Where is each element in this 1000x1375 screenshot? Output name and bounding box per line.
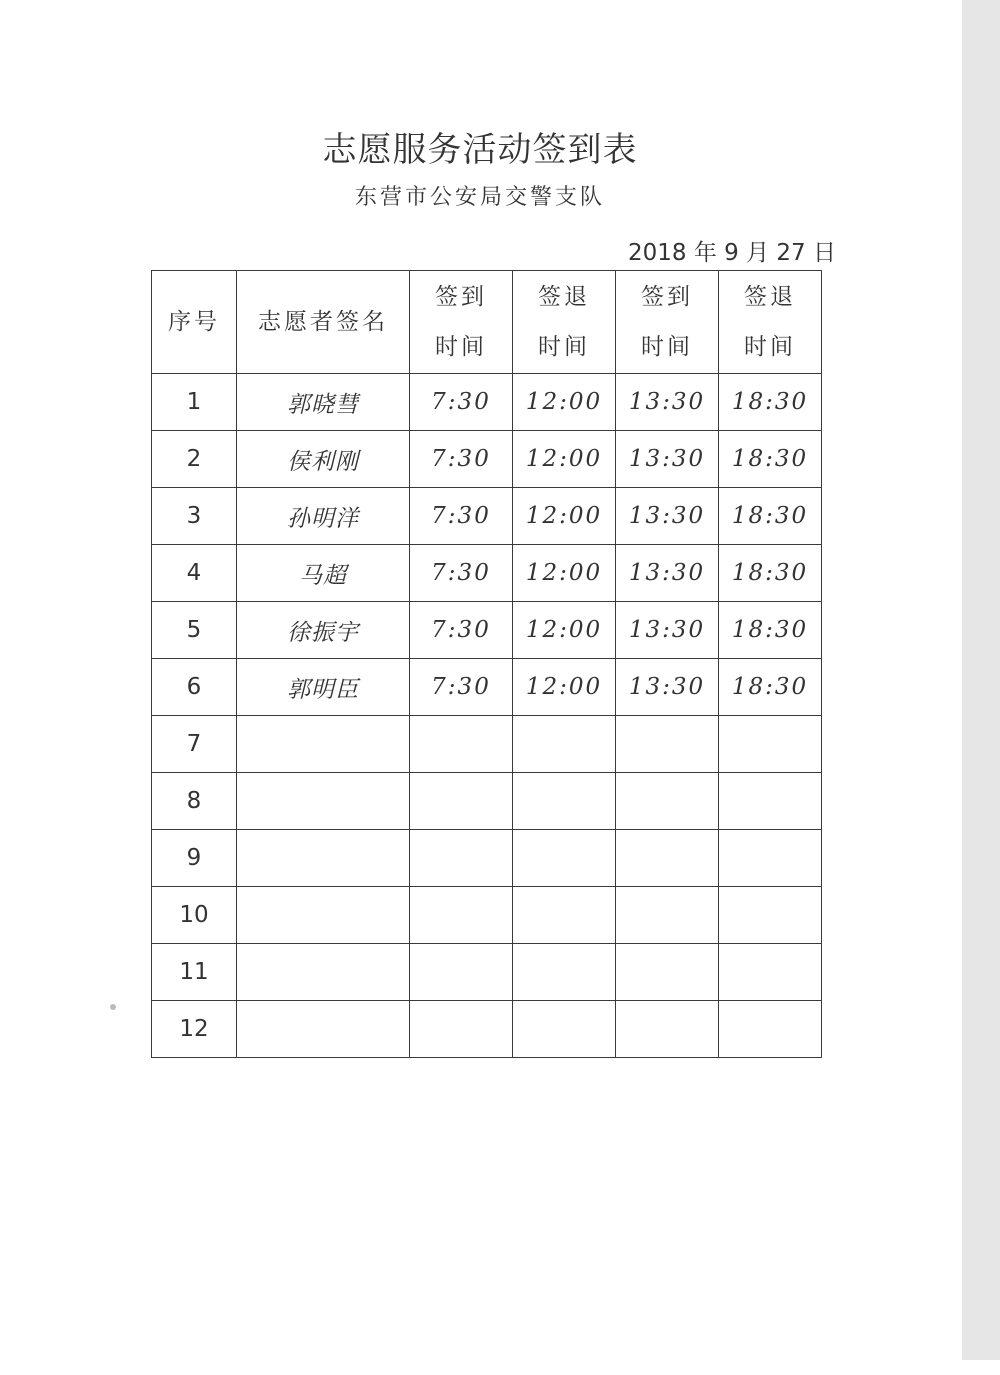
sign-out-time-2: 18:30 [719, 488, 822, 545]
table-row [152, 659, 822, 716]
volunteer-signature: 孙明洋 [237, 488, 410, 545]
sign-out-time-1 [513, 716, 616, 773]
sign-in-time-2: 13:30 [616, 659, 719, 716]
header-seq: 序号 [152, 271, 237, 374]
sign-out-time-1: 12:00 [513, 545, 616, 602]
row-seq: 1 [152, 374, 237, 431]
table-row [152, 773, 822, 830]
table-row [152, 887, 822, 944]
sign-out-time-2 [719, 944, 822, 1001]
header-sign-in-1-line1: 签到 [435, 284, 487, 310]
volunteer-signature [237, 1001, 410, 1058]
sign-in-time-2: 13:30 [616, 431, 719, 488]
sign-out-time-1 [513, 1001, 616, 1058]
sign-in-time-1: 7:30 [410, 431, 513, 488]
table-row [152, 716, 822, 773]
volunteer-signature: 马超 [237, 545, 410, 602]
sign-out-time-1 [513, 773, 616, 830]
row-seq: 8 [152, 773, 237, 830]
header-sign-out-2 [719, 271, 822, 374]
table-row [152, 431, 822, 488]
sign-out-time-2 [719, 830, 822, 887]
scan-edge [962, 0, 1000, 1360]
sign-in-time-1: 7:30 [410, 374, 513, 431]
sign-in-time-1: 7:30 [410, 659, 513, 716]
sign-out-time-2: 18:30 [719, 545, 822, 602]
row-seq: 12 [152, 1001, 237, 1058]
sign-out-time-1 [513, 830, 616, 887]
volunteer-signature: 徐振宇 [237, 602, 410, 659]
sign-in-time-2 [616, 944, 719, 1001]
volunteer-signature: 郭明臣 [237, 659, 410, 716]
sign-out-time-2: 18:30 [719, 602, 822, 659]
row-seq: 3 [152, 488, 237, 545]
scan-speck [110, 1004, 116, 1010]
row-seq: 10 [152, 887, 237, 944]
row-seq: 11 [152, 944, 237, 1001]
table-row [152, 830, 822, 887]
sign-in-time-1 [410, 1001, 513, 1058]
sign-in-time-2 [616, 773, 719, 830]
header-sign-out-2-line1: 签退 [744, 284, 796, 310]
sign-in-time-2 [616, 887, 719, 944]
sign-in-time-1: 7:30 [410, 602, 513, 659]
header-sign-out-2-line2: 时间 [744, 334, 796, 360]
sign-in-time-1 [410, 887, 513, 944]
sign-out-time-2 [719, 716, 822, 773]
sign-in-table [151, 270, 822, 1058]
volunteer-signature [237, 773, 410, 830]
row-seq: 5 [152, 602, 237, 659]
header-sign-out-1-line2: 时间 [538, 334, 590, 360]
header-sign-in-1 [410, 271, 513, 374]
sign-out-time-2 [719, 1001, 822, 1058]
sign-out-time-1: 12:00 [513, 602, 616, 659]
table-row [152, 488, 822, 545]
sign-out-time-1: 12:00 [513, 431, 616, 488]
volunteer-signature [237, 830, 410, 887]
header-volunteer-signature: 志愿者签名 [237, 271, 410, 374]
sign-out-time-2: 18:30 [719, 374, 822, 431]
organization-name: 东营市公安局交警支队 [354, 185, 605, 210]
sign-out-time-2 [719, 773, 822, 830]
table-row [152, 602, 822, 659]
sign-in-time-2 [616, 830, 719, 887]
sign-out-time-1: 12:00 [513, 659, 616, 716]
row-seq: 2 [152, 431, 237, 488]
table-row [152, 1001, 822, 1058]
sign-in-time-2 [616, 716, 719, 773]
sign-out-time-1 [513, 887, 616, 944]
sign-in-time-1: 7:30 [410, 545, 513, 602]
header-sign-in-2-line2: 时间 [641, 334, 693, 360]
sign-in-time-2: 13:30 [616, 488, 719, 545]
header-sign-in-1-line2: 时间 [435, 334, 487, 360]
row-seq: 7 [152, 716, 237, 773]
sign-in-time-2: 13:30 [616, 374, 719, 431]
sign-out-time-2: 18:30 [719, 659, 822, 716]
volunteer-signature: 侯利刚 [237, 431, 410, 488]
header-sign-in-2-line1: 签到 [641, 284, 693, 310]
header-sign-in-2 [616, 271, 719, 374]
sign-in-time-2 [616, 1001, 719, 1058]
sign-in-time-1 [410, 716, 513, 773]
sign-out-time-2: 18:30 [719, 431, 822, 488]
sign-in-time-1 [410, 773, 513, 830]
sign-out-time-1 [513, 944, 616, 1001]
sign-in-time-2: 13:30 [616, 545, 719, 602]
sign-in-time-1 [410, 944, 513, 1001]
row-seq: 4 [152, 545, 237, 602]
volunteer-signature [237, 716, 410, 773]
table-row [152, 545, 822, 602]
table-header-row [152, 271, 822, 374]
header-sign-out-1-line1: 签退 [538, 284, 590, 310]
sign-out-time-1: 12:00 [513, 488, 616, 545]
sign-in-time-1 [410, 830, 513, 887]
sheet-date: 2018 年 9 月 27 日 [628, 240, 836, 266]
sign-out-time-2 [719, 887, 822, 944]
table-row [152, 374, 822, 431]
sign-in-time-1: 7:30 [410, 488, 513, 545]
volunteer-signature: 郭晓彗 [237, 374, 410, 431]
row-seq: 9 [152, 830, 237, 887]
volunteer-signature [237, 887, 410, 944]
header-sign-out-1 [513, 271, 616, 374]
row-seq: 6 [152, 659, 237, 716]
sign-in-time-2: 13:30 [616, 602, 719, 659]
sign-out-time-1: 12:00 [513, 374, 616, 431]
page-title: 志愿服务活动签到表 [322, 130, 638, 170]
table-row [152, 944, 822, 1001]
volunteer-signature [237, 944, 410, 1001]
